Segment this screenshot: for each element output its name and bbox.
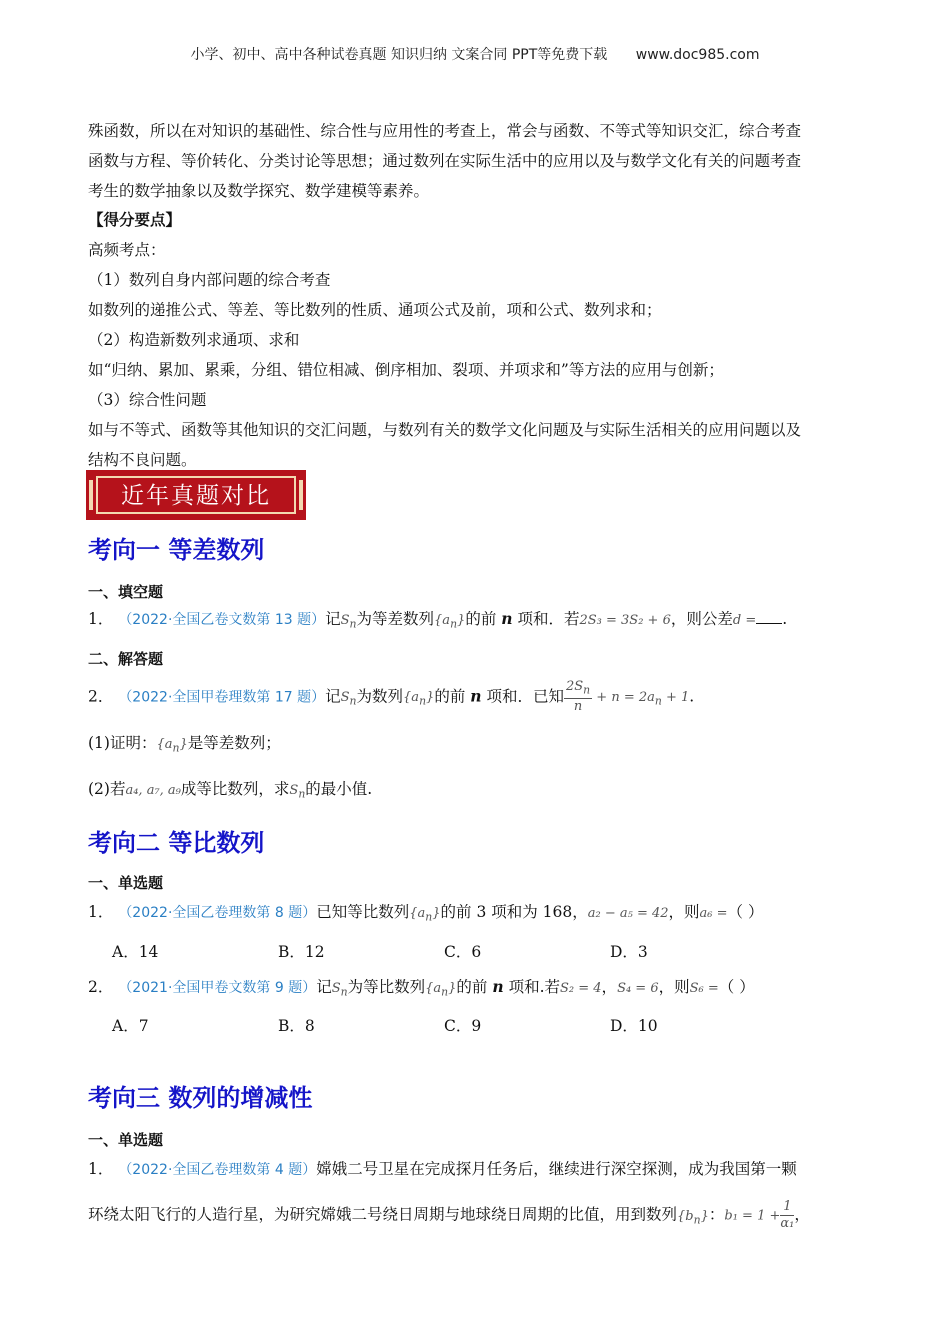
question-type-heading: 一、单选题	[88, 874, 164, 892]
math-d: d =	[732, 613, 757, 628]
question-text: 嫦娥二号卫星在完成探月任务后，继续进行深空探测，成为我国第一颗	[316, 1160, 797, 1178]
question-text: 的前	[465, 610, 502, 628]
score-point-item: 结构不良问题。	[88, 451, 197, 469]
option-b[interactable]: B．8	[278, 1017, 315, 1036]
question-number: 1．	[88, 1160, 114, 1178]
option-c[interactable]: C．9	[444, 1017, 482, 1036]
question-type-heading: 二、解答题	[88, 649, 164, 668]
question-source: （2022·全国乙卷理数第 4 题）	[118, 1162, 317, 1178]
question-text: 的前	[456, 977, 493, 996]
math-fraction: $\frac{1}{\text{α₁}}$	[780, 1199, 795, 1231]
option-d[interactable]: D．10	[610, 1017, 658, 1036]
question-text: ，则	[658, 977, 690, 996]
math-sn: $S_n$	[289, 783, 306, 801]
math-an: $\{a_n\}$	[156, 737, 188, 756]
section-arithmetic	[88, 530, 864, 810]
comma: ，	[794, 1205, 810, 1224]
option-a[interactable]: A．7	[112, 1017, 149, 1036]
question-1-continued	[88, 1199, 864, 1235]
options-row	[88, 940, 864, 962]
math-an: $\{a_n\}$	[403, 689, 435, 708]
question-1	[88, 604, 864, 640]
math-fraction: $\frac{2S_n}{n}$	[565, 678, 591, 715]
score-points	[88, 205, 864, 475]
question-text: 项和．若	[512, 610, 580, 628]
math-equation: S₂ = 4	[560, 980, 602, 996]
intro-line: 殊函数，所以在对知识的基础性、综合性与应用性的考查上，常会与函数、不等式等知识交汇，综合考查	[88, 122, 802, 140]
question-number: 1．	[88, 903, 114, 921]
question-text: 记	[325, 686, 341, 705]
question-part-1	[88, 728, 864, 764]
part-label: (2)若	[88, 780, 126, 799]
section-title: 考向一 等差数列	[88, 536, 265, 564]
question-2	[88, 679, 864, 717]
page-header	[0, 44, 950, 64]
score-point-item: 如与不等式、函数等其他知识的交汇问题，与数列有关的数学文化问题及与实际生活相关的应用问题以及	[88, 421, 802, 439]
question-source: （2021·全国甲卷文数第 9 题）	[118, 979, 317, 996]
answer-paren: （ ）	[718, 977, 755, 996]
question-text: 记	[325, 610, 341, 628]
score-point-item: 如数列的递推公式、等差、等比数列的性质、通项公式及前，项和公式、数列求和；	[88, 301, 662, 319]
math-terms: a₄, a₇, a₉	[125, 783, 181, 799]
question-text: 环绕太阳飞行的人造行星，为研究嫦娥二号绕日周期与地球绕日周期的比值，用到数列	[88, 1205, 678, 1224]
math-equation: a₂ − a₅ = 42	[587, 906, 669, 921]
question-text: 的前 3 项和为 168，	[440, 903, 588, 921]
option-c[interactable]: C．6	[444, 942, 482, 961]
header-text: 小学、初中、高中各种试卷真题 知识归纳 文案合同 PPT等免费下载	[190, 47, 608, 63]
math-equation: 2S₃ = 3S₂ + 6	[579, 613, 671, 628]
option-b[interactable]: B．12	[278, 942, 325, 961]
part-text: 是等差数列；	[187, 734, 281, 753]
question-type-heading: 一、单选题	[88, 1131, 164, 1149]
question-text: ，则	[668, 903, 700, 921]
option-a[interactable]: A．14	[112, 942, 159, 961]
math-b1: b₁ = 1 +	[724, 1208, 781, 1224]
math-equation: + $n = 2a_n + 1$	[596, 689, 690, 708]
question-source: （2022·全国甲卷理数第 17 题）	[118, 688, 326, 705]
question-text: ，则公差	[670, 610, 733, 628]
question-text: 为数列	[356, 686, 404, 705]
score-points-heading: 【得分要点】	[88, 210, 182, 229]
section-geometric	[88, 823, 864, 1036]
variable-n: n	[470, 685, 482, 705]
score-point-item: 如“归纳、累加、累乘，分组、错位相减、倒序相加、裂项、并项求和”等方法的应用与创新；	[88, 361, 724, 379]
section-title: 考向三 数列的增减性	[88, 1084, 313, 1112]
question-source: （2022·全国乙卷文数第 13 题）	[118, 612, 326, 628]
question-text: 为等比数列	[347, 977, 426, 996]
math-an: $\{a_n\}$	[434, 613, 466, 631]
variable-n: n	[492, 976, 504, 996]
part-label: (1)证明：	[88, 734, 157, 753]
question-type-heading: 一、填空题	[88, 583, 164, 601]
math-s6: S₆ =	[689, 980, 719, 996]
math-an: $\{a_n\}$	[409, 906, 441, 924]
answer-paren: （ ）	[727, 903, 764, 921]
part-text: 的最小值.	[305, 780, 373, 799]
banner-title: 近年真题对比	[121, 483, 271, 509]
score-point-item: （2）构造新数列求通项、求和	[88, 331, 300, 349]
intro-paragraph	[88, 116, 864, 206]
part-text: 成等比数列，求	[180, 780, 290, 799]
period: .	[782, 610, 788, 628]
question-2	[88, 972, 864, 1008]
question-number: 2．	[88, 977, 114, 996]
question-text: 为等差数列	[356, 610, 435, 628]
question-text: 的前	[434, 686, 471, 705]
question-text: 项和.若	[503, 977, 560, 996]
score-point-item: （1）数列自身内部问题的综合考查	[88, 271, 331, 289]
question-number: 2．	[88, 686, 114, 705]
math-a6: a₆ =	[699, 906, 728, 921]
colon: ：	[708, 1205, 725, 1224]
question-1	[88, 897, 864, 933]
section-title: 考向二 等比数列	[88, 829, 265, 857]
option-d[interactable]: D．3	[610, 942, 648, 961]
score-point-item: （3）综合性问题	[88, 391, 207, 409]
variable-n: n	[501, 609, 513, 628]
header-url[interactable]: www.doc985.com	[635, 47, 760, 63]
section-banner	[86, 470, 306, 520]
question-text: 已知等比数列	[316, 903, 410, 921]
score-points-label: 高频考点：	[88, 241, 166, 259]
question-source: （2022·全国乙卷理数第 8 题）	[118, 905, 317, 921]
answer-blank	[756, 611, 782, 624]
separator: ，	[601, 977, 618, 996]
question-1	[88, 1154, 864, 1185]
question-text: 项和．已知	[481, 686, 564, 705]
math-equation: S₄ = 6	[617, 980, 659, 996]
intro-line: 考生的数学抽象以及数学探究、数学建模等素养。	[88, 182, 430, 200]
math-sn: $S_n$	[340, 613, 357, 631]
options-row	[88, 1014, 864, 1036]
math-sn: $S_n$	[331, 980, 348, 999]
intro-line: 函数与方程、等价转化、分类讨论等思想；通过数列在实际生活中的应用以及与数学文化有关的问题考查	[88, 152, 802, 170]
math-bn: $\{b_n\}$	[677, 1208, 709, 1227]
question-part-2	[88, 774, 864, 810]
math-sn: $S_n$	[340, 689, 357, 708]
math-an: $\{a_n\}$	[425, 980, 457, 999]
section-monotonicity	[88, 1078, 864, 1235]
question-text: 记	[316, 977, 332, 996]
period: .	[689, 686, 695, 705]
question-number: 1．	[88, 610, 114, 628]
